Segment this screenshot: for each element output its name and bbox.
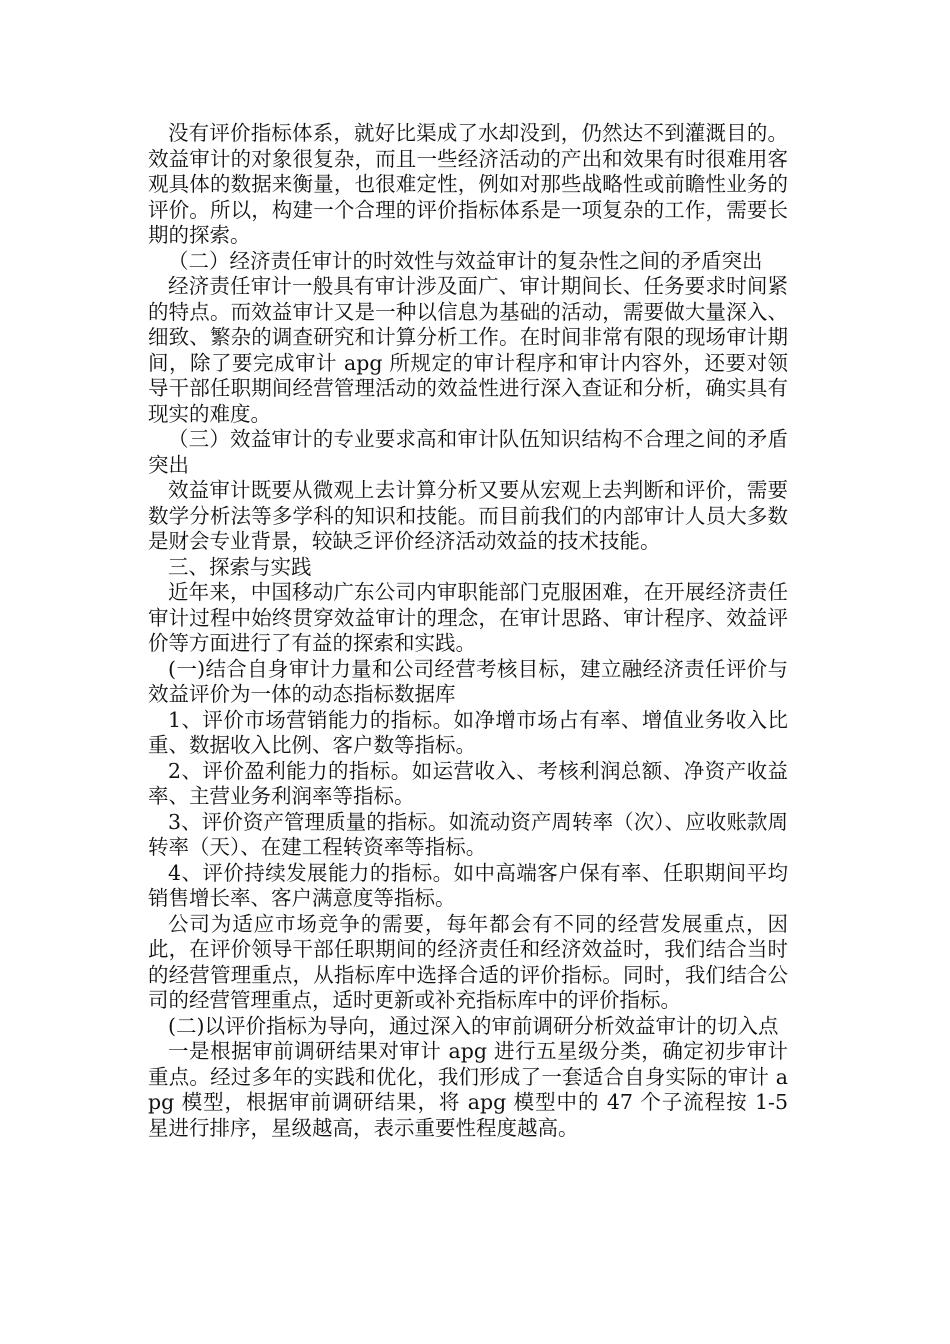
subsection-heading-1: (一)结合自身审计力量和公司经营考核目标，建立融经济责任评价与效益评价为一体的动态指标数据库 bbox=[148, 656, 788, 706]
list-item-2: 2、评价盈利能力的指标。如运营收入、考核利润总额、净资产收益率、主营业务利润率等指标。 bbox=[148, 758, 788, 808]
paragraph-7: 近年来，中国移动广东公司内审职能部门克服困难，在开展经济责任审计过程中始终贯穿效益审计的理念，在审计思路、审计程序、效益评价等方面进行了有益的探索和实践。 bbox=[148, 580, 788, 655]
section-heading-3: （三）效益审计的专业要求高和审计队伍知识结构不合理之间的矛盾突出 bbox=[148, 427, 788, 477]
section-heading-2: （二）经济责任审计的时效性与效益审计的复杂性之间的矛盾突出 bbox=[168, 248, 763, 273]
list-item-4: 4、评价持续发展能力的指标。如中高端客户保有率、任职期间平均销售增长率、客户满意度等指标。 bbox=[148, 860, 788, 910]
paragraph-15: 一是根据审前调研结果对审计 apg 进行五星级分类，确定初步审计重点。经过多年的实践和优化，我们形成了一套适合自身实际的审计 apg 模型，根据审前调研结果，将 apg 模型中的 47 个子流程按 1-5 星进行排序，星级越高，表示重要性程度越高。 bbox=[148, 1039, 788, 1140]
list-item-1: 1、评价市场营销能力的指标。如净增市场占有率、增值业务收入比重、数据收入比例、客户数等指标。 bbox=[148, 707, 788, 757]
list-item-3: 3、评价资产管理质量的指标。如流动资产周转率（次）、应收账款周转率（天）、在建工程转资率等指标。 bbox=[148, 809, 788, 859]
subsection-heading-2: (二)以评价指标为导向，通过深入的审前调研分析效益审计的切入点 bbox=[168, 1013, 779, 1038]
paragraph-1: 没有评价指标体系，就好比渠成了水却没到，仍然达不到灌溉目的。效益审计的对象很复杂，而且一些经济活动的产出和效果有时很难用客观具体的数据来衡量，也很难定性，例如对那些战略性或前瞻性业务的评价。所以，构建一个合理的评价指标体系是一项复杂的工作，需要长期的探索。 bbox=[148, 121, 788, 247]
paragraph-5: 效益审计既要从微观上去计算分析又要从宏观上去判断和评价，需要数学分析法等多学科的知识和技能。而目前我们的内部审计人员大多数是财会专业背景，较缺乏评价经济活动效益的技术技能。 bbox=[148, 478, 788, 553]
chapter-heading-3: 三、探索与实践 bbox=[168, 554, 312, 579]
document-page bbox=[148, 121, 788, 1141]
paragraph-13: 公司为适应市场竞争的需要，每年都会有不同的经营发展重点，因此，在评价领导干部任职期间的经济责任和经济效益时，我们结合当时的经营管理重点，从指标库中选择合适的评价指标。同时，我们结合公司的经营管理重点，适时更新或补充指标库中的评价指标。 bbox=[148, 911, 788, 1012]
paragraph-3: 经济责任审计一般具有审计涉及面广、审计期间长、任务要求时间紧的特点。而效益审计又是一种以信息为基础的活动，需要做大量深入、细致、繁杂的调查研究和计算分析工作。在时间非常有限的现场审计期间，除了要完成审计 apg 所规定的审计程序和审计内容外，还要对领导干部任职期间经营管理活动的效益性进行深入查证和分析，确实具有现实的难度。 bbox=[148, 274, 788, 426]
